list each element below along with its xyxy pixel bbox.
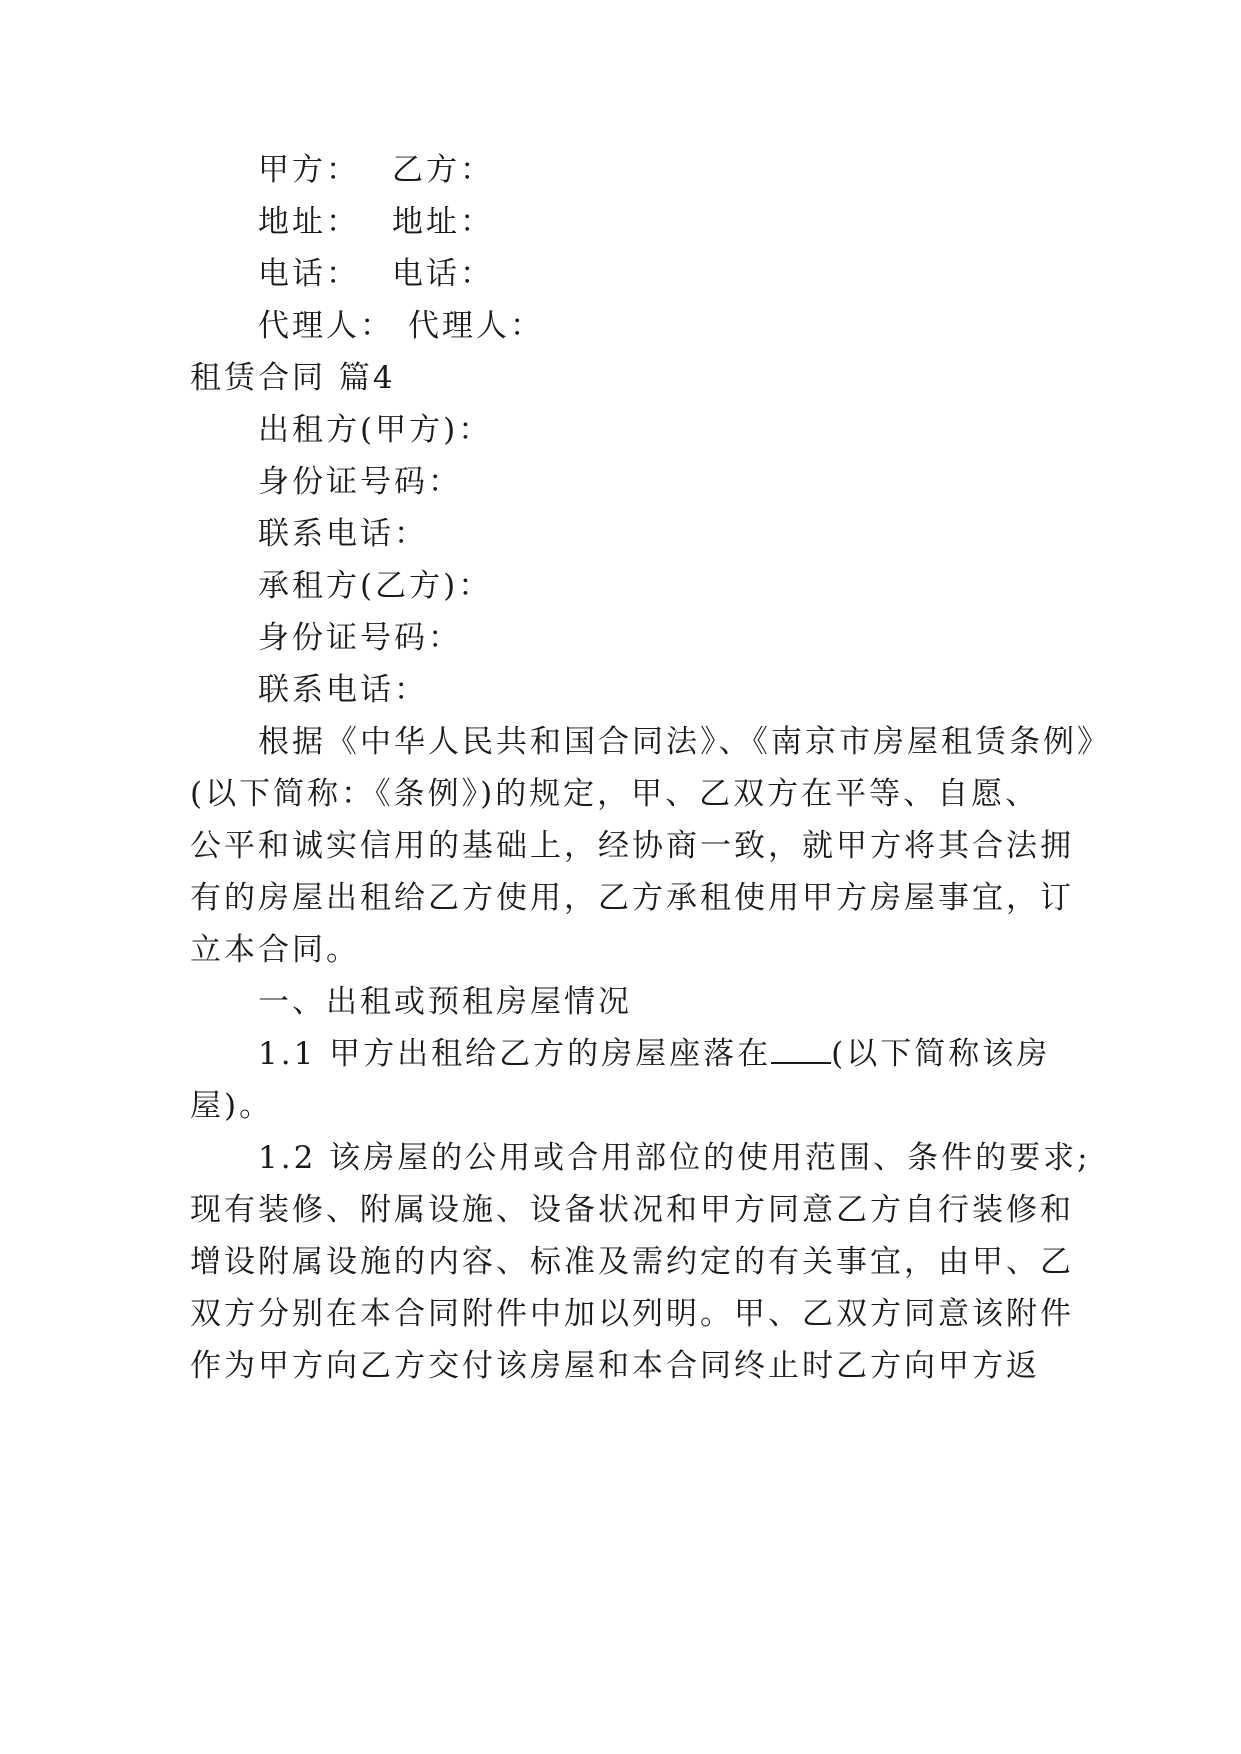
party-a-address-label: 地址：: [258, 204, 360, 240]
party-a-agent-label: 代理人：: [258, 308, 394, 344]
party-b-name-label: 乙方：: [392, 152, 494, 188]
preamble-line: 公平和诚实信用的基础上，经协商一致，就甲方将其合法拥: [190, 828, 1074, 864]
article-heading: 一、出租或预租房屋情况: [258, 984, 632, 1020]
clause-1-1-text-before: 1.1 甲方出租给乙方的房屋座落在: [258, 1036, 772, 1072]
party-b-address-label: 地址：: [392, 204, 494, 240]
party-row-agent: [0, 306, 1241, 346]
lessee-id-label: 身份证号码：: [258, 620, 462, 656]
clause-1-1-line: 屋)。: [190, 1088, 274, 1124]
preamble-line: 立本合同。: [190, 932, 360, 968]
lessor-id-label: 身份证号码：: [258, 464, 462, 500]
party-b-agent-label: 代理人：: [408, 308, 544, 344]
clause-1-2-line: 增设附属设施的内容、标准及需约定的有关事宜，由甲、乙: [190, 1244, 1074, 1280]
lessee-phone-label: 联系电话：: [258, 672, 428, 708]
party-a-phone-label: 电话：: [258, 256, 360, 292]
section-title: 租赁合同 篇4: [190, 360, 396, 396]
address-blank: [771, 1040, 831, 1064]
clause-1-1-text-after: (以下简称该房: [831, 1036, 1051, 1072]
party-b-phone-label: 电话：: [392, 256, 494, 292]
party-row-address: [0, 202, 1241, 242]
lessee-label: 承租方(乙方)：: [258, 568, 493, 604]
clause-1-2-line: 现有装修、附属设施、设备状况和甲方同意乙方自行装修和: [190, 1192, 1074, 1228]
preamble-line: 根据《中华人民共和国合同法》、《南京市房屋租赁条例》: [258, 724, 1111, 760]
preamble-line: 有的房屋出租给乙方使用，乙方承租使用甲方房屋事宜，订: [190, 880, 1074, 916]
clause-1-1-line: [0, 1034, 1241, 1074]
clause-1-2-line: 1.2 该房屋的公用或合用部位的使用范围、条件的要求;: [258, 1140, 1091, 1176]
party-a-name-label: 甲方：: [258, 152, 360, 188]
clause-1-2-line: 双方分别在本合同附件中加以列明。甲、乙双方同意该附件: [190, 1296, 1074, 1332]
lessor-label: 出租方(甲方)：: [258, 412, 493, 448]
preamble-line: (以下简称：《条例》)的规定，甲、乙双方在平等、自愿、: [190, 776, 1040, 812]
clause-1-2-line: 作为甲方向乙方交付该房屋和本合同终止时乙方向甲方返: [190, 1348, 1040, 1384]
lessor-phone-label: 联系电话：: [258, 516, 428, 552]
party-row-name: [0, 150, 1241, 190]
party-row-phone: [0, 254, 1241, 294]
